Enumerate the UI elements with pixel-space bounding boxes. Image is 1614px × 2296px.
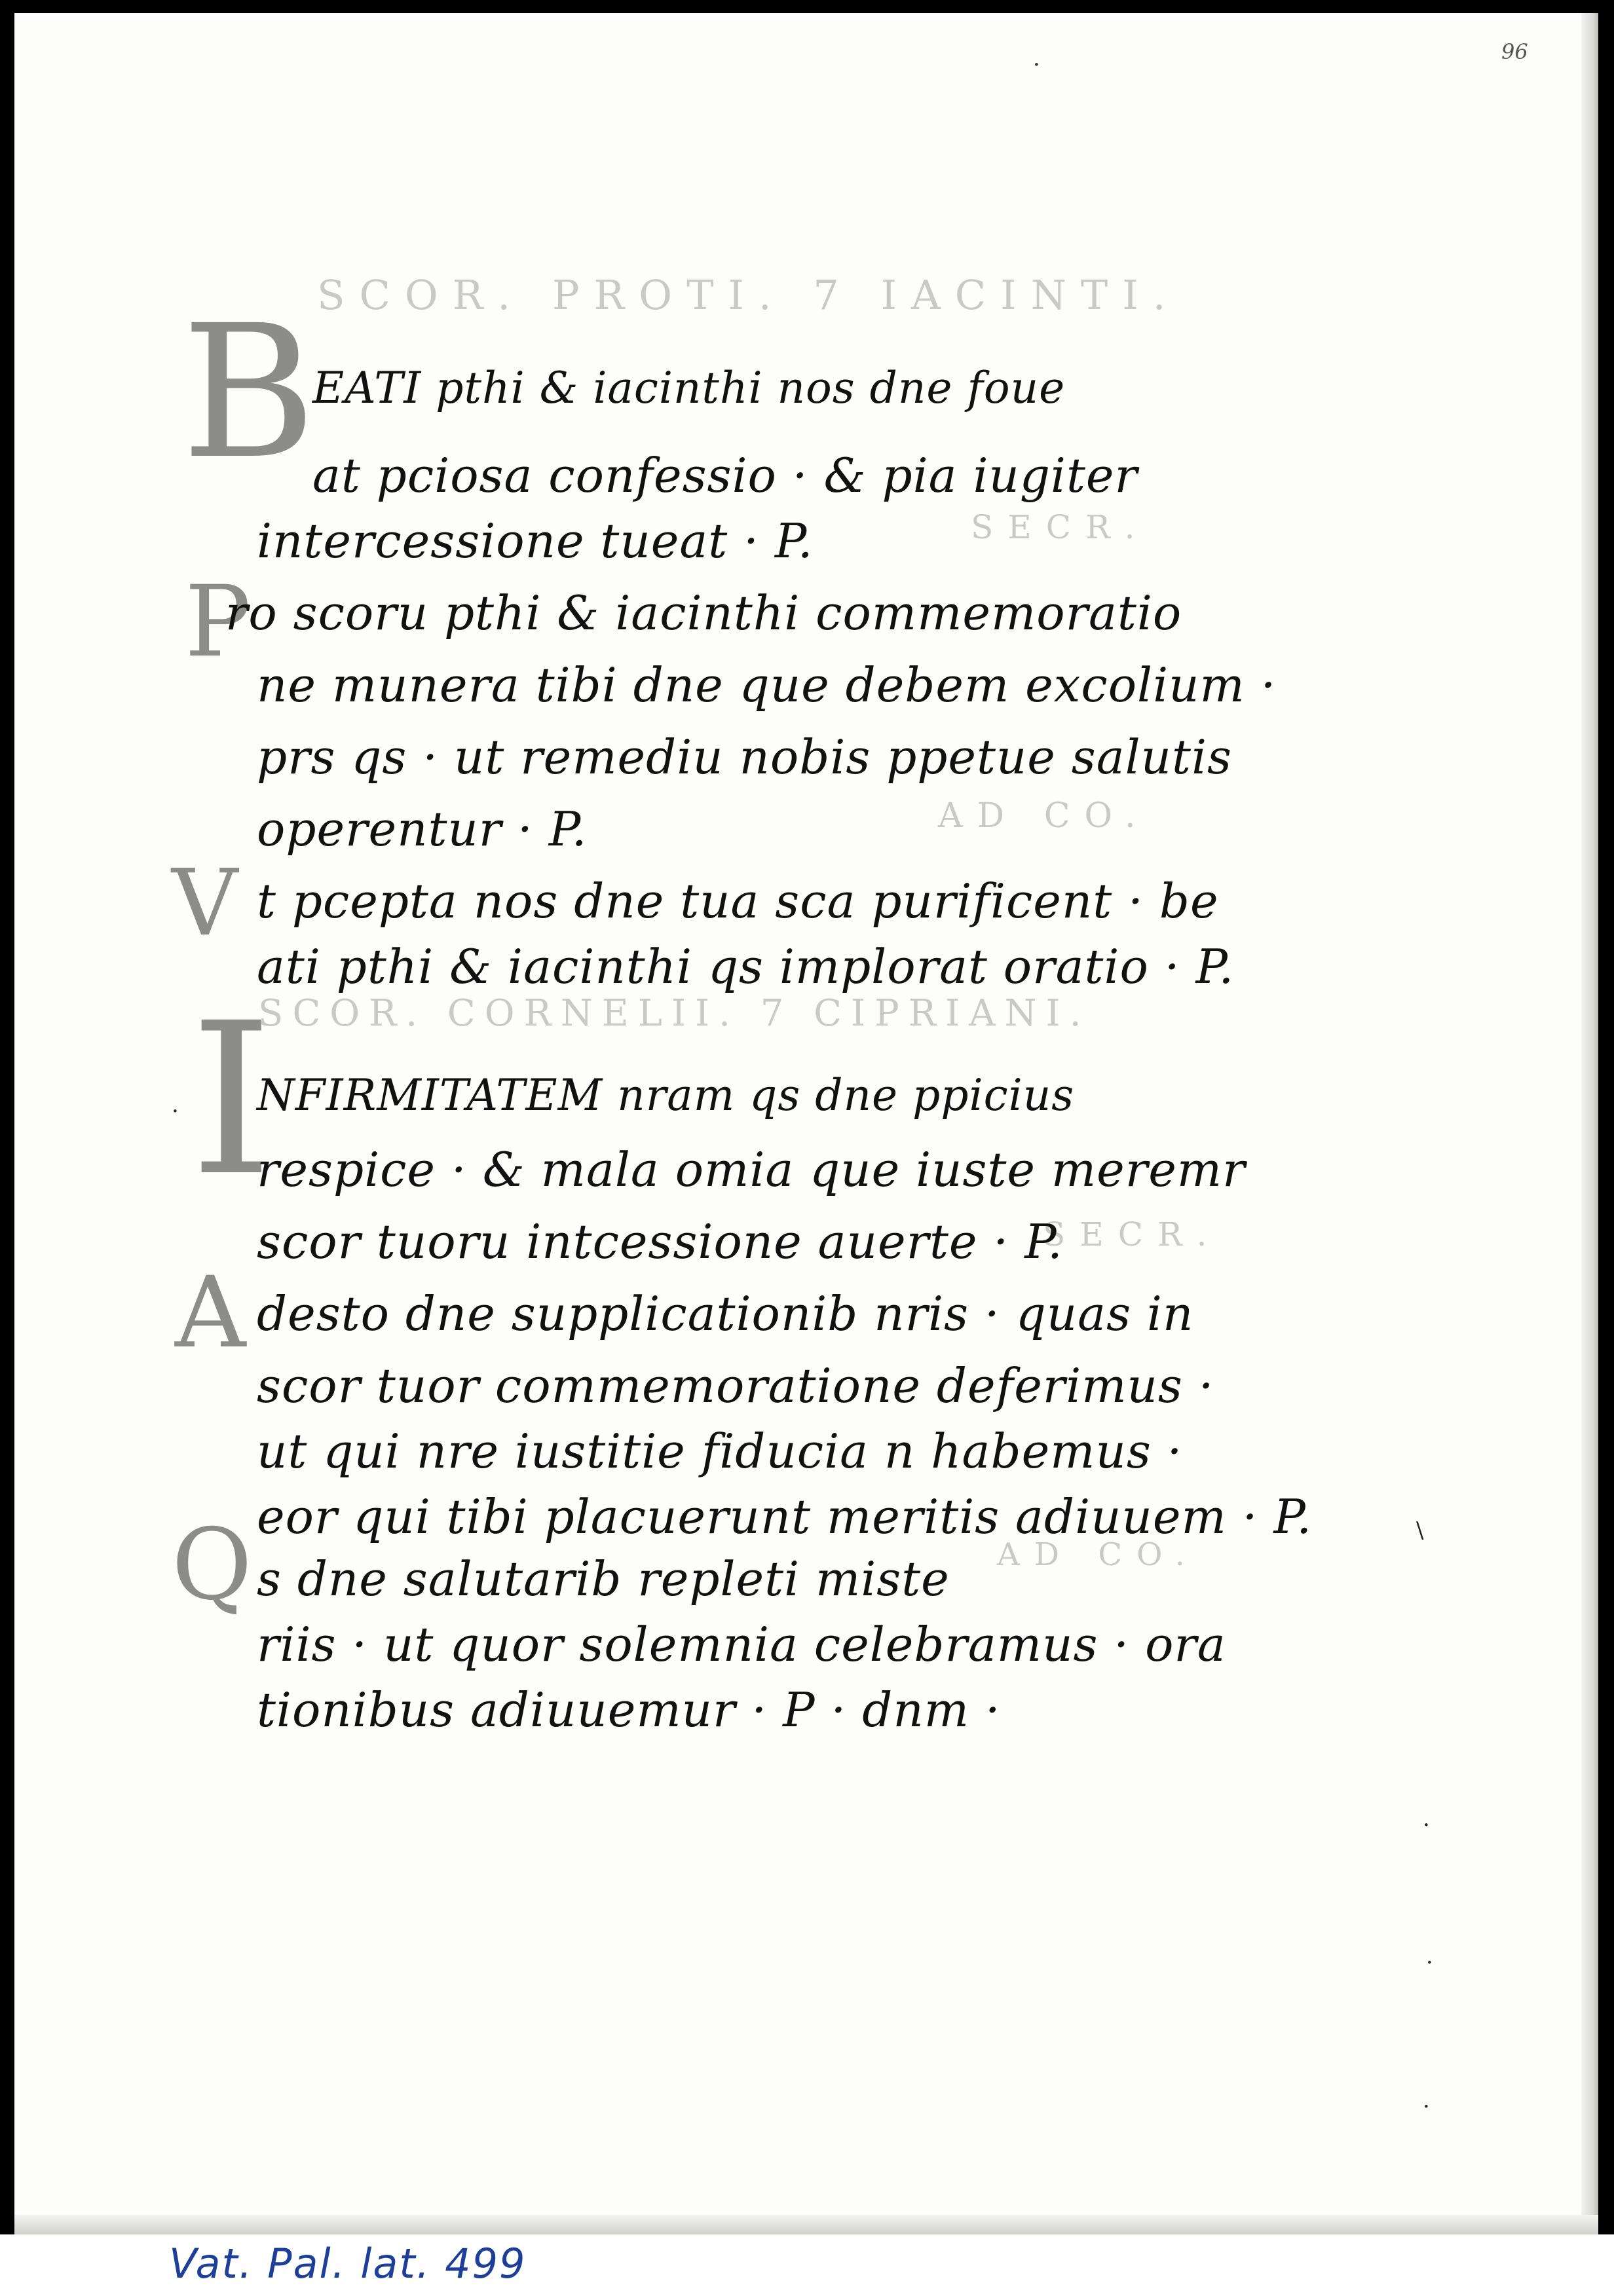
text-line: desto dne supplicationib nris · quas in: [257, 1286, 1194, 1341]
text-line: respice · & mala omia que iuste meremr: [257, 1142, 1246, 1197]
text-line: intercessione tueat · P.: [257, 513, 814, 568]
folio-number: 96: [1501, 39, 1528, 64]
text-line: ut qui nre iustitie fiducia n habemus ·: [257, 1424, 1183, 1479]
initial-letter: Q: [172, 1508, 252, 1622]
text-line: ati pthi & iacinthi qs implorat oratio · P.: [257, 939, 1235, 994]
text-line: ne munera tibi dne que debem excolium ·: [257, 657, 1277, 713]
ink-speck: ·: [1033, 52, 1040, 78]
rubric-heading: SCOR. PROTI. 7 IACINTI.: [317, 271, 1180, 319]
page-edge: [1581, 13, 1598, 2234]
text-line: scor tuoru intcessione auerte · P.: [257, 1214, 1063, 1269]
rubric-ad-complendum: AD CO.: [997, 1536, 1199, 1573]
ink-speck: ·: [1423, 1812, 1430, 1838]
text-line: ro scoru pthi & iacinthi commemoratio: [225, 585, 1182, 640]
text-line: riis · ut quor solemnia celebramus · ora: [257, 1617, 1226, 1672]
ink-speck: ·: [1426, 1950, 1433, 1976]
initial-letter: A: [175, 1256, 246, 1370]
text-line: at pciosa confessio · & pia iugiter: [312, 448, 1138, 503]
initial-letter: P: [185, 565, 251, 679]
shelfmark-label: Vat. Pal. lat. 499: [169, 2240, 527, 2287]
initial-letter: I: [190, 978, 273, 1222]
rubric-ad-complendum: AD CO.: [938, 796, 1150, 836]
text-line: tionibus adiuuemur · P · dnm ·: [257, 1682, 1001, 1737]
rubric-secreta: SECR.: [1043, 1215, 1222, 1253]
initial-letter: V: [172, 850, 238, 957]
rubric-secreta: SECR.: [971, 508, 1150, 546]
ink-speck: ·: [1423, 2094, 1430, 2120]
text-line: scor tuor commemoratione deferimus ·: [257, 1358, 1214, 1413]
manuscript-page: [14, 13, 1598, 2234]
rubric-heading: SCOR. CORNELII. 7 CIPRIANI.: [258, 992, 1091, 1035]
ink-speck: \: [1416, 1517, 1424, 1544]
text-line: s dne salutarib repleti miste: [257, 1551, 950, 1606]
text-line: EATI pthi & iacinthi nos dne foue: [312, 363, 1066, 413]
text-line: eor qui tibi placuerunt meritis adiuuem · P.: [257, 1489, 1313, 1544]
text-line: t pcepta nos dne tua sca purificent · be: [257, 874, 1219, 929]
page-bottom-edge: [14, 2215, 1598, 2234]
text-line: operentur · P.: [257, 802, 588, 857]
initial-letter: B: [181, 286, 316, 500]
ink-speck: ·: [172, 1098, 179, 1124]
text-line: NFIRMITATEM nram qs dne ppicius: [257, 1070, 1075, 1120]
text-line: prs qs · ut remediu nobis ppetue salutis: [257, 730, 1232, 785]
